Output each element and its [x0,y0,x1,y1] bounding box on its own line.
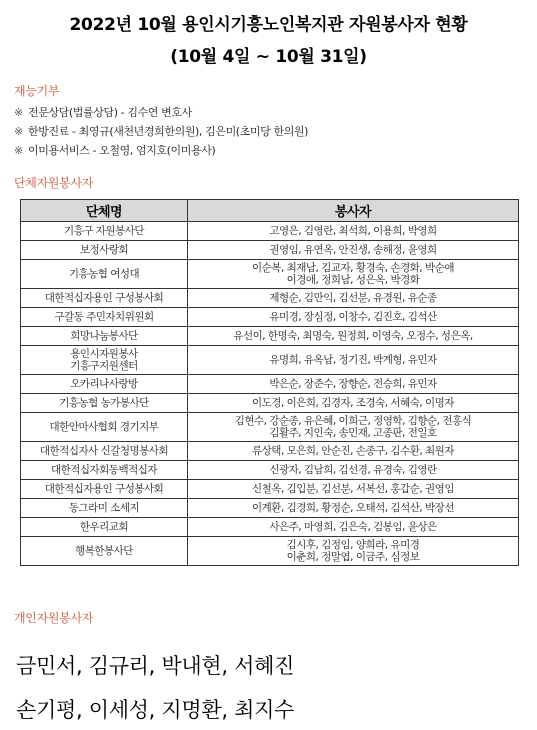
volunteer-names-cell [188,241,519,260]
volunteer-names-text: 이계환, 김경희, 황정순, 오태석, 김석산, 박장선 [252,502,454,514]
table-row [21,442,519,461]
table-row [21,394,519,413]
group-name-text: 대한적십자사 신갈청명봉사회 [39,445,169,457]
group-name-text: 한우리교회 [79,521,129,533]
table-row [21,289,519,308]
volunteer-names-cell [188,308,519,327]
volunteer-names-text: 신광자, 김남희, 김선경, 유경숙, 김영란 [269,464,437,476]
group-name-text: 구갈동 주민자치위원회 [54,311,154,323]
volunteer-names-text: 김현수, 강순종, 유은혜, 이희근, 정영학, 김향순, 전홍식 [234,415,472,427]
group-name-cell [21,375,188,394]
volunteer-names-text: 유명희, 유옥남, 정기진, 박계형, 유민자 [269,354,437,366]
volunteer-names-cell [188,413,519,442]
table-header-row [21,200,519,222]
reference-mark-icon: ※ [14,144,23,157]
group-name-cell [21,442,188,461]
group-name-cell [21,222,188,241]
volunteer-names-cell [188,537,519,566]
volunteer-names-text: 이춘희, 정말엽, 이금주, 심정보 [286,551,420,563]
group-name-cell [21,413,188,442]
table-row [21,260,519,289]
group-name-text: 오카리나사랑방 [70,378,138,390]
group-name-text: 보정사랑회 [79,244,129,256]
group-name-text: 기흥농협 여성대 [68,268,140,280]
talent-donation-text: 이미용서비스 - 오철영, 엄지호(이미용사) [28,144,216,157]
talent-donation-list [14,103,524,160]
group-volunteer-table [20,199,519,566]
talent-donation-text: 한방진료 - 최영규(새천년경희한의원), 김은미(초미당 한의원) [28,125,309,138]
talent-donation-text: 전문상담(법률상담) - 김수연 변호사 [28,106,192,119]
table-row [21,375,519,394]
table-row [21,241,519,260]
group-name-text: 기흥구지원센터 [70,360,138,372]
group-name-text: 용인시자원봉사 [70,348,138,360]
table-row [21,413,519,442]
group-name-text: 대한적십자회동백적십자 [50,464,158,476]
group-name-cell [21,346,188,375]
volunteer-names-cell [188,289,519,308]
group-name-cell [21,308,188,327]
page-subtitle-period: (10월 4일 ~ 10월 31일) [170,47,367,67]
column-header-group-name: 단체명 [21,200,188,222]
volunteer-names-text: 이경애, 정희남, 성은옥, 박경화 [286,274,420,286]
talent-donation-item [14,141,524,160]
volunteer-names-cell [188,518,519,537]
table-row [21,222,519,241]
group-name-text: 동그라미 소세지 [68,502,140,514]
section-heading-individual-volunteers: 개인자원봉사자 [14,611,94,625]
group-name-cell [21,480,188,499]
table-row [21,346,519,375]
volunteer-names-text: 사은주, 마영희, 김은숙, 김봉임, 윤상은 [269,521,437,533]
volunteer-names-cell [188,461,519,480]
volunteer-names-text: 유선이, 한명숙, 최명숙, 원정희, 이영숙, 오정수, 성은옥, [233,330,473,342]
volunteer-names-text: 신철옥, 김입분, 김선분, 서복선, 홍갑순, 권영임 [252,483,454,495]
individual-volunteer-line: 금민서, 김규리, 박내현, 서혜진 [16,654,295,678]
table-row [21,327,519,346]
group-name-cell [21,260,188,289]
group-name-cell [21,241,188,260]
group-name-text: 대한안마사협회 경기지부 [49,421,159,433]
volunteer-names-text: 유미경, 장심정, 이창수, 김진호, 김석산 [269,311,437,323]
group-name-text: 대한적십자용인 구성봉사회 [44,292,164,304]
section-heading-group-volunteers: 단체자원봉사자 [14,176,94,190]
column-header-volunteers: 봉사자 [188,200,519,222]
group-name-text: 기흥농협 농가봉사단 [59,397,149,409]
volunteer-names-cell [188,222,519,241]
group-name-cell [21,518,188,537]
volunteer-names-text: 김시후, 김정임, 양희라, 유미경 [286,539,420,551]
volunteer-names-text: 권영임, 유연옥, 안진생, 송해정, 윤영희 [269,244,437,256]
volunteer-names-text: 박은순, 장준수, 장향순, 전승희, 유민자 [269,378,437,390]
group-name-text: 기흥구 자원봉사단 [64,225,144,237]
table-row [21,461,519,480]
group-name-text: 희망나눔봉사단 [70,330,138,342]
table-row [21,308,519,327]
volunteer-names-cell [188,346,519,375]
volunteer-names-cell [188,260,519,289]
table-row [21,537,519,566]
group-name-cell [21,537,188,566]
volunteer-names-text: 류상택, 모은희, 안순진, 손종구, 김수환, 최원자 [252,445,454,457]
group-name-cell [21,327,188,346]
group-name-text: 행복한봉사단 [75,545,133,557]
table-row [21,480,519,499]
group-name-cell [21,461,188,480]
table-row [21,518,519,537]
table-row [21,499,519,518]
talent-donation-item [14,122,524,141]
volunteer-names-cell [188,394,519,413]
reference-mark-icon: ※ [14,125,23,138]
group-name-cell [21,499,188,518]
page-title: 2022년 10월 용인시기흥노인복지관 자원봉사자 현황 [69,15,468,35]
section-heading-talent-donation: 재능기부 [14,84,60,98]
individual-volunteer-line: 손기평, 이세성, 지명환, 최지수 [16,698,295,722]
volunteer-names-text: 이도경, 이은희, 김경자, 조경숙, 서혜숙, 이명자 [252,397,454,409]
volunteer-names-text: 제형순, 김만익, 김선분, 유경원, 유순종 [269,292,437,304]
volunteer-names-cell [188,375,519,394]
reference-mark-icon: ※ [14,106,23,119]
talent-donation-item [14,103,524,122]
volunteer-names-text: 김활주, 지인숙, 송민재, 고종판, 전일호 [269,427,437,439]
volunteer-names-cell [188,327,519,346]
volunteer-names-cell [188,499,519,518]
group-name-text: 대한적십자용인 구성봉사회 [44,483,164,495]
volunteer-names-text: 고영은, 김영란, 최석희, 이용희, 박영희 [269,225,437,237]
volunteer-names-text: 이순복, 최재남, 김교자, 황경숙, 손경화, 박순애 [252,262,454,274]
volunteer-names-cell [188,480,519,499]
group-name-cell [21,289,188,308]
group-name-cell [21,394,188,413]
volunteer-names-cell [188,442,519,461]
